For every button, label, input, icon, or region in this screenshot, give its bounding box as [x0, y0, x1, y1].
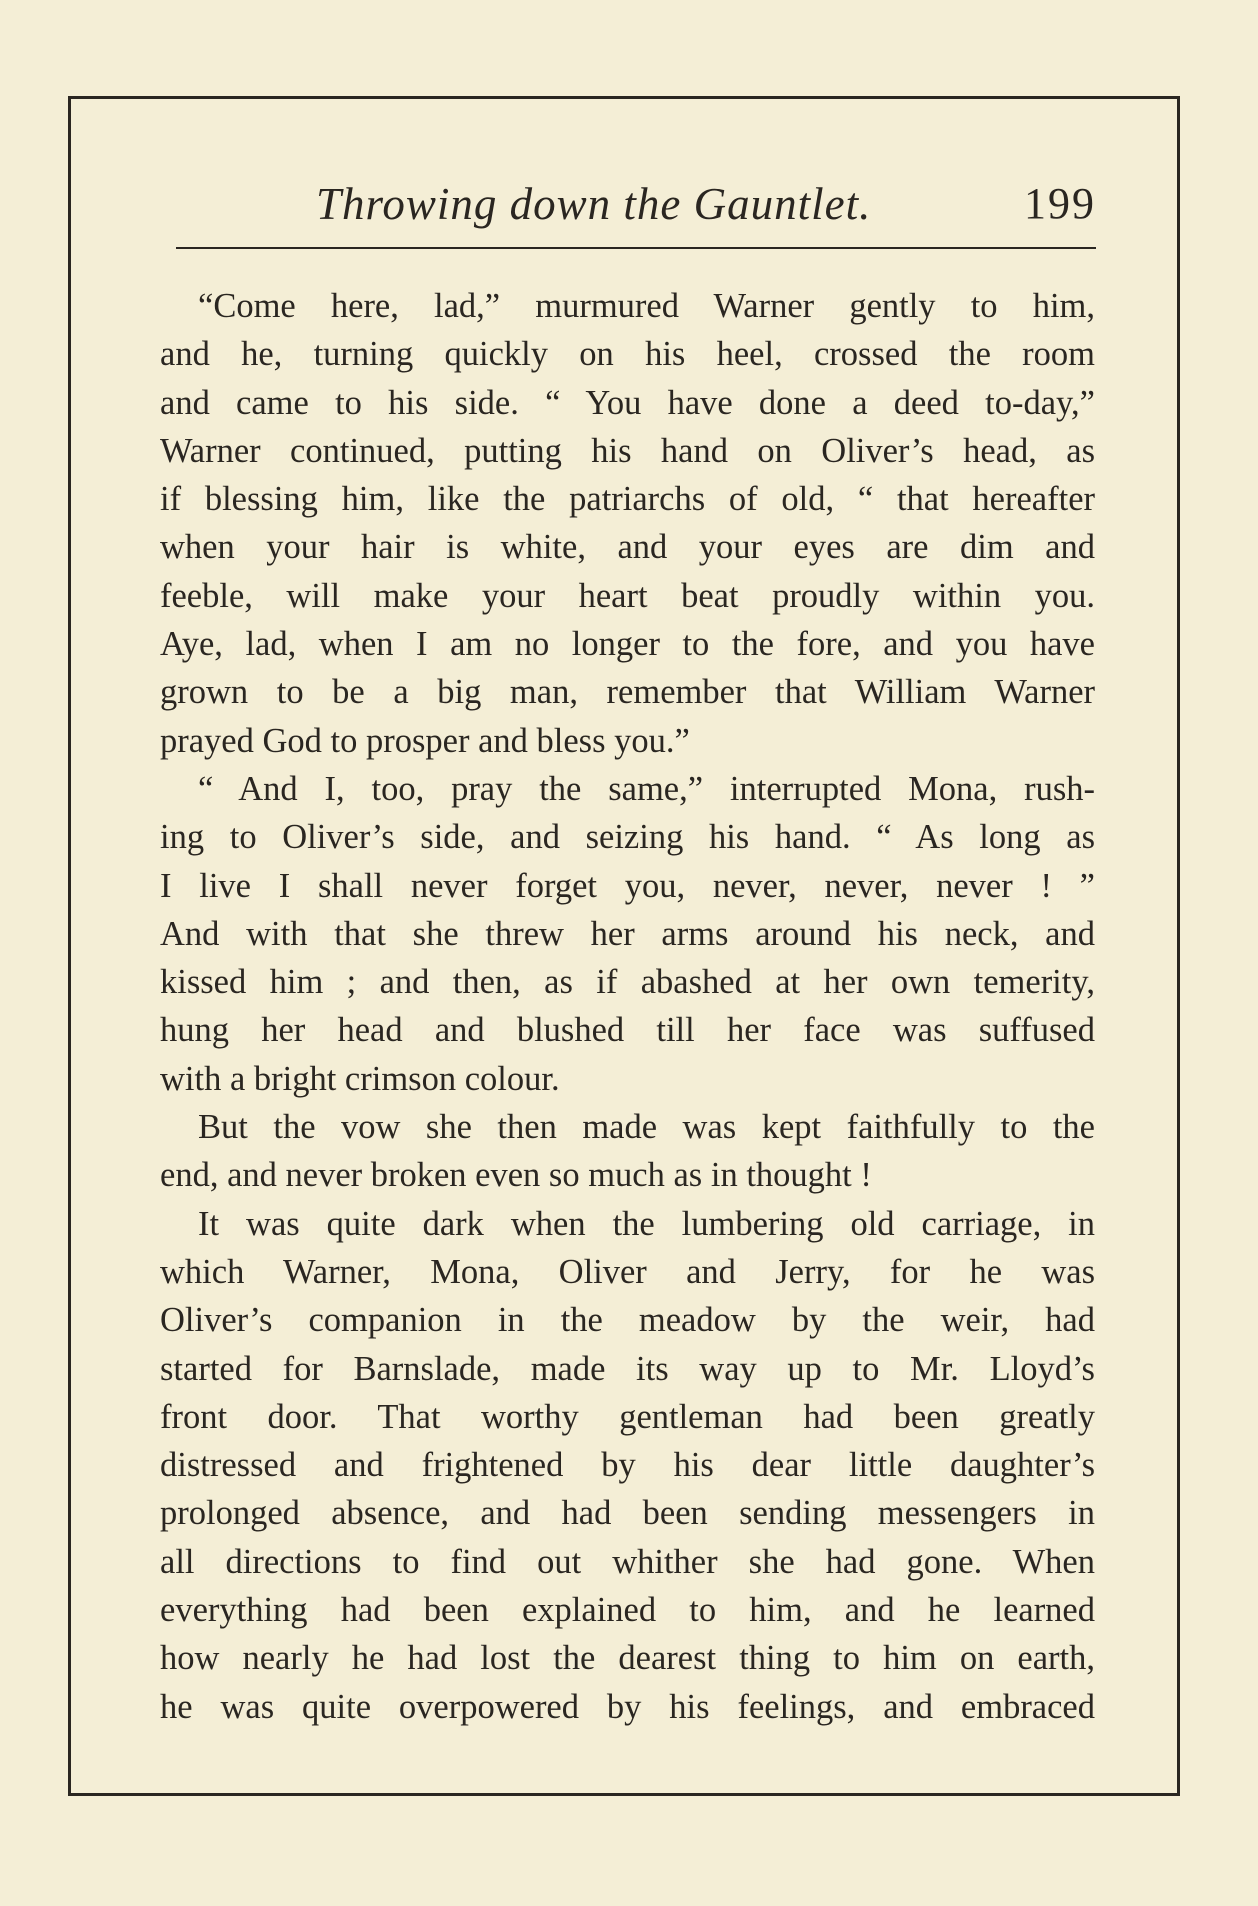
text-line: end, and never broken even so much as in thought !: [160, 1156, 872, 1195]
body-text: [160, 282, 1095, 1731]
text-line: And with that she threw her arms around his neck, and: [160, 914, 1095, 953]
text-line: how nearly he had lost the dearest thing to him on earth,: [160, 1639, 1095, 1678]
text-line: hung her head and blushed till her face was suffused: [160, 1011, 1095, 1050]
text-line: if blessing him, like the patriarchs of old, “ that hereafter: [160, 480, 1095, 519]
text-line: front door. That worthy gentleman had been greatly: [160, 1397, 1095, 1436]
text-line: ing to Oliver’s side, and seizing his hand. “ As long as: [160, 818, 1095, 857]
running-title: Throwing down the Gauntlet.: [316, 179, 872, 229]
text-line: prayed God to prosper and bless you.”: [160, 721, 690, 760]
text-line: prolonged absence, and had been sending messengers in: [160, 1494, 1095, 1533]
text-line: “Come here, lad,” murmured Warner gently to him,: [198, 287, 1095, 325]
text-line: Warner continued, putting his hand on Oliver’s head, as: [160, 431, 1095, 470]
text-line: with a bright crimson colour.: [160, 1059, 560, 1098]
text-line: everything had been explained to him, and he learned: [160, 1591, 1095, 1630]
text-line: started for Barnslade, made its way up to Mr. Lloyd’s: [160, 1349, 1095, 1388]
text-line: It was quite dark when the lumbering old carriage, in: [198, 1204, 1095, 1243]
text-line: when your hair is white, and your eyes are dim and: [160, 528, 1095, 567]
text-line: which Warner, Mona, Oliver and Jerry, for he was: [160, 1252, 1095, 1291]
text-line: all directions to find out whither she had gone. When: [160, 1542, 1095, 1581]
text-line: distressed and frightened by his dear little daughter’s: [160, 1446, 1095, 1485]
text-line: I live I shall never forget you, never, never, never ! ”: [160, 866, 1095, 905]
text-line: feeble, will make your heart beat proudly within you.: [160, 576, 1095, 615]
text-line: “ And I, too, pray the same,” interrupted Mona, rush-: [198, 769, 1095, 808]
header-rule: [176, 247, 1096, 249]
text-line: Aye, lad, when I am no longer to the fore, and you have: [160, 625, 1095, 664]
page-number: 199: [1024, 179, 1096, 228]
text-line: Oliver’s companion in the meadow by the weir, had: [160, 1301, 1095, 1340]
text-line: grown to be a big man, remember that William Warner: [160, 673, 1095, 712]
text-line: kissed him ; and then, as if abashed at her own temerity,: [160, 963, 1095, 1002]
text-line: he was quite overpowered by his feelings, and embraced: [160, 1687, 1095, 1726]
text-line: and he, turning quickly on his heel, crossed the room: [160, 335, 1095, 374]
text-line: and came to his side. “ You have done a deed to-day,”: [160, 383, 1095, 422]
running-head: [176, 178, 1096, 248]
text-line: But the vow she then made was kept faithfully to the: [198, 1108, 1095, 1147]
